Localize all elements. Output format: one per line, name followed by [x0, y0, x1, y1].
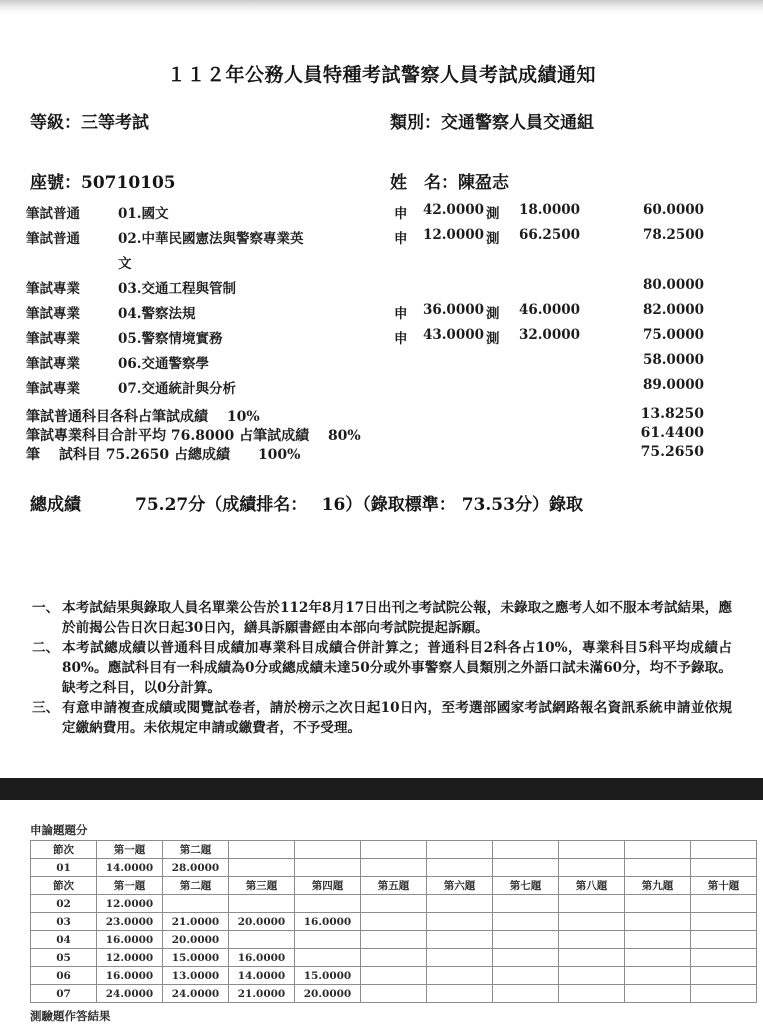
- table-cell: 16.0000: [97, 967, 163, 985]
- subject-total-score: 82.0000: [642, 302, 704, 318]
- table-cell: 02: [31, 895, 97, 913]
- essay-type-label: 申: [394, 306, 408, 322]
- table-cell: 15.0000: [163, 949, 229, 967]
- table-header-cell: [559, 841, 625, 859]
- table-cell: 16.0000: [295, 913, 361, 931]
- grand-total-value: 75.27分（成績排名： 16）（錄取標準： 73.53分）錄取: [135, 495, 583, 515]
- subject-category: 筆試專業: [26, 381, 80, 397]
- score-summary-row: [0, 406, 763, 425]
- table-header-cell: 第九題: [625, 877, 691, 895]
- table-cell: [229, 931, 295, 949]
- summary-total-value: 13.8250: [640, 406, 704, 422]
- subject-score-row: [0, 277, 763, 302]
- table-cell: [559, 913, 625, 931]
- subject-score-row: [0, 252, 763, 277]
- table-header-cell: 第四題: [295, 877, 361, 895]
- note-marker: 三、: [32, 700, 60, 716]
- subject-category: 筆試普通: [26, 206, 80, 222]
- table-cell: [361, 913, 427, 931]
- table-cell: 20.0000: [163, 931, 229, 949]
- table-cell: 14.0000: [229, 967, 295, 985]
- table-cell: 12.0000: [97, 895, 163, 913]
- table-cell: 07: [31, 985, 97, 1003]
- table-header-cell: 第十題: [691, 877, 757, 895]
- table-cell: [295, 859, 361, 877]
- essay-score-value: 42.0000: [422, 202, 484, 218]
- table-cell: [295, 949, 361, 967]
- table-cell: [229, 859, 295, 877]
- summary-description: 筆 試科目 75.2650 占總成績 100%: [26, 447, 301, 463]
- table-cell: 12.0000: [97, 949, 163, 967]
- subject-category: 筆試專業: [26, 306, 80, 322]
- table-cell: 24.0000: [163, 985, 229, 1003]
- table-header-cell: [295, 841, 361, 859]
- mc-type-label: 測: [486, 331, 500, 347]
- seat-number-label: 座號：50710105: [30, 173, 176, 193]
- note-body: 本考試總成績以普通科目成績加專業科目成績合併計算之；普通科目2科各占10%，專業科目5科平均成績占80%。應試科目有一科成績為0分或總成績未達50分或外事警察人員類別之外語口試未滿60分，均不予錄取。缺考之科目，以0分計算。: [62, 640, 732, 696]
- essay-type-label: 申: [394, 331, 408, 347]
- summary-description: 筆試專業科目合計平均 76.8000 占筆試成績 80%: [26, 428, 361, 444]
- essay-table-caption: 申論題題分: [30, 823, 88, 837]
- essay-table-data-row: [31, 949, 757, 967]
- mc-answers-caption: 測驗題作答結果: [30, 1009, 111, 1023]
- essay-points-table: [30, 840, 757, 1003]
- table-header-cell: 節次: [31, 877, 97, 895]
- table-cell: [625, 895, 691, 913]
- table-cell: [625, 967, 691, 985]
- table-header-cell: 第八題: [559, 877, 625, 895]
- subject-total-score: 89.0000: [642, 377, 704, 393]
- summary-description: 筆試普通科目各科占筆試成績 10%: [26, 409, 260, 425]
- table-cell: [427, 985, 493, 1003]
- table-header-cell: [229, 841, 295, 859]
- table-cell: [163, 895, 229, 913]
- table-cell: 05: [31, 949, 97, 967]
- exam-level-label: 等級：三等考試: [30, 113, 149, 133]
- note-item: [32, 638, 732, 698]
- table-cell: [691, 913, 757, 931]
- summary-total-value: 61.4400: [640, 425, 704, 441]
- table-cell: [559, 949, 625, 967]
- table-header-cell: 第二題: [163, 877, 229, 895]
- score-summary-row: [0, 444, 763, 463]
- essay-table-data-row: [31, 967, 757, 985]
- page-separator-bar: [0, 778, 763, 800]
- table-cell: [493, 859, 559, 877]
- table-cell: [295, 895, 361, 913]
- note-body: 本考試結果與錄取人員名單業公告於112年8月17日出刊之考試院公報，未錄取之應考人如不服本考試結果，應於前揭公告日次日起30日內，繕具訴願書經由本部向考試院提起訴願。: [62, 600, 732, 636]
- mc-score-value: 18.0000: [518, 202, 580, 218]
- table-cell: [625, 931, 691, 949]
- subject-score-row: [0, 377, 763, 402]
- subject-score-row: [0, 227, 763, 252]
- table-cell: 16.0000: [97, 931, 163, 949]
- table-cell: [691, 859, 757, 877]
- table-cell: [295, 931, 361, 949]
- table-cell: [625, 859, 691, 877]
- subject-score-row: [0, 352, 763, 377]
- essay-score-value: 36.0000: [422, 302, 484, 318]
- table-cell: 01: [31, 859, 97, 877]
- essay-table-data-row: [31, 985, 757, 1003]
- subject-name: 01.國文: [118, 206, 169, 222]
- table-cell: [625, 949, 691, 967]
- table-cell: [427, 895, 493, 913]
- subject-total-score: 58.0000: [642, 352, 704, 368]
- table-cell: [559, 895, 625, 913]
- table-cell: 28.0000: [163, 859, 229, 877]
- table-header-cell: 第一題: [97, 877, 163, 895]
- table-header-cell: [361, 841, 427, 859]
- subject-total-score: 75.0000: [642, 327, 704, 343]
- table-header-cell: [493, 841, 559, 859]
- table-cell: [691, 949, 757, 967]
- table-header-cell: 第五題: [361, 877, 427, 895]
- table-cell: [559, 931, 625, 949]
- table-cell: [427, 949, 493, 967]
- table-cell: 21.0000: [163, 913, 229, 931]
- subject-category: 筆試專業: [26, 281, 80, 297]
- subject-total-score: 60.0000: [642, 202, 704, 218]
- table-header-cell: [625, 841, 691, 859]
- essay-score-value: 43.0000: [422, 327, 484, 343]
- mc-score-value: 66.2500: [518, 227, 580, 243]
- mc-type-label: 測: [486, 206, 500, 222]
- table-cell: [361, 931, 427, 949]
- table-cell: 14.0000: [97, 859, 163, 877]
- table-header-cell: 節次: [31, 841, 97, 859]
- subject-score-row: [0, 302, 763, 327]
- score-summary-row: [0, 425, 763, 444]
- table-cell: [493, 913, 559, 931]
- table-cell: [427, 931, 493, 949]
- table-header-cell: 第七題: [493, 877, 559, 895]
- subject-score-row: [0, 327, 763, 352]
- table-cell: [691, 985, 757, 1003]
- table-header-cell: [427, 841, 493, 859]
- subject-score-list: [0, 202, 763, 402]
- essay-type-label: 申: [394, 206, 408, 222]
- table-cell: [691, 895, 757, 913]
- page-title: １１２年公務人員特種考試警察人員考試成績通知: [166, 64, 596, 86]
- grand-total-label: 總成績: [30, 495, 81, 515]
- table-cell: [559, 967, 625, 985]
- table-cell: [493, 895, 559, 913]
- subject-name: 04.警察法規: [118, 306, 196, 322]
- subject-category: 筆試普通: [26, 231, 80, 247]
- table-header-cell: 第二題: [163, 841, 229, 859]
- mc-score-value: 32.0000: [518, 327, 580, 343]
- note-marker: 二、: [32, 640, 60, 656]
- table-cell: 03: [31, 913, 97, 931]
- subject-name: 07.交通統計與分析: [118, 381, 236, 397]
- subject-name: 03.交通工程與管制: [118, 281, 236, 297]
- candidate-name-label: 姓 名：陳盈志: [390, 173, 509, 193]
- subject-total-score: 78.2500: [642, 227, 704, 243]
- table-cell: [361, 859, 427, 877]
- table-cell: 21.0000: [229, 985, 295, 1003]
- table-cell: [427, 913, 493, 931]
- subject-category: 筆試專業: [26, 331, 80, 347]
- subject-name: 06.交通警察學: [118, 356, 209, 372]
- table-header-cell: 第三題: [229, 877, 295, 895]
- subject-name: 文: [118, 256, 132, 272]
- subject-total-score: 80.0000: [642, 277, 704, 293]
- note-marker: 一、: [32, 600, 60, 616]
- mc-score-value: 46.0000: [518, 302, 580, 318]
- essay-table-data-row: [31, 859, 757, 877]
- table-cell: 15.0000: [295, 967, 361, 985]
- subject-name: 05.警察情境實務: [118, 331, 223, 347]
- exam-category-label: 類別：交通警察人員交通組: [390, 113, 594, 133]
- table-cell: [427, 859, 493, 877]
- table-header-cell: 第一題: [97, 841, 163, 859]
- table-cell: 04: [31, 931, 97, 949]
- table-cell: [691, 931, 757, 949]
- table-cell: [625, 913, 691, 931]
- notes-section: [32, 598, 732, 738]
- table-cell: [691, 967, 757, 985]
- table-cell: 20.0000: [229, 913, 295, 931]
- note-item: [32, 698, 732, 738]
- table-cell: 16.0000: [229, 949, 295, 967]
- subject-category: 筆試專業: [26, 356, 80, 372]
- mc-type-label: 測: [486, 231, 500, 247]
- table-cell: [361, 985, 427, 1003]
- table-cell: [361, 949, 427, 967]
- table-cell: [361, 895, 427, 913]
- table-cell: [229, 895, 295, 913]
- essay-table-data-row: [31, 931, 757, 949]
- essay-type-label: 申: [394, 231, 408, 247]
- table-cell: [361, 967, 427, 985]
- table-cell: 20.0000: [295, 985, 361, 1003]
- table-cell: 23.0000: [97, 913, 163, 931]
- essay-score-value: 12.0000: [422, 227, 484, 243]
- essay-table-header-row: [31, 841, 757, 859]
- essay-table-data-row: [31, 895, 757, 913]
- table-cell: [559, 985, 625, 1003]
- table-cell: [559, 859, 625, 877]
- score-summary-list: [0, 406, 763, 463]
- note-item: [32, 598, 732, 638]
- table-header-cell: [691, 841, 757, 859]
- table-cell: [493, 967, 559, 985]
- table-cell: [493, 931, 559, 949]
- subject-name: 02.中華民國憲法與警察專業英: [118, 231, 304, 247]
- table-cell: 13.0000: [163, 967, 229, 985]
- summary-total-value: 75.2650: [640, 444, 704, 460]
- table-cell: [427, 967, 493, 985]
- table-cell: [493, 985, 559, 1003]
- note-body: 有意申請複查成績或閱覽試卷者，請於榜示之次日起10日內，至考選部國家考試網路報名資訊系統申請並依規定繳納費用。未依規定申請或繳費者，不予受理。: [62, 700, 732, 736]
- table-cell: [493, 949, 559, 967]
- table-cell: 06: [31, 967, 97, 985]
- table-cell: 24.0000: [97, 985, 163, 1003]
- table-header-cell: 第六題: [427, 877, 493, 895]
- essay-table-data-row: [31, 913, 757, 931]
- subject-score-row: [0, 202, 763, 227]
- mc-type-label: 測: [486, 306, 500, 322]
- essay-table-header-row: [31, 877, 757, 895]
- table-cell: [625, 985, 691, 1003]
